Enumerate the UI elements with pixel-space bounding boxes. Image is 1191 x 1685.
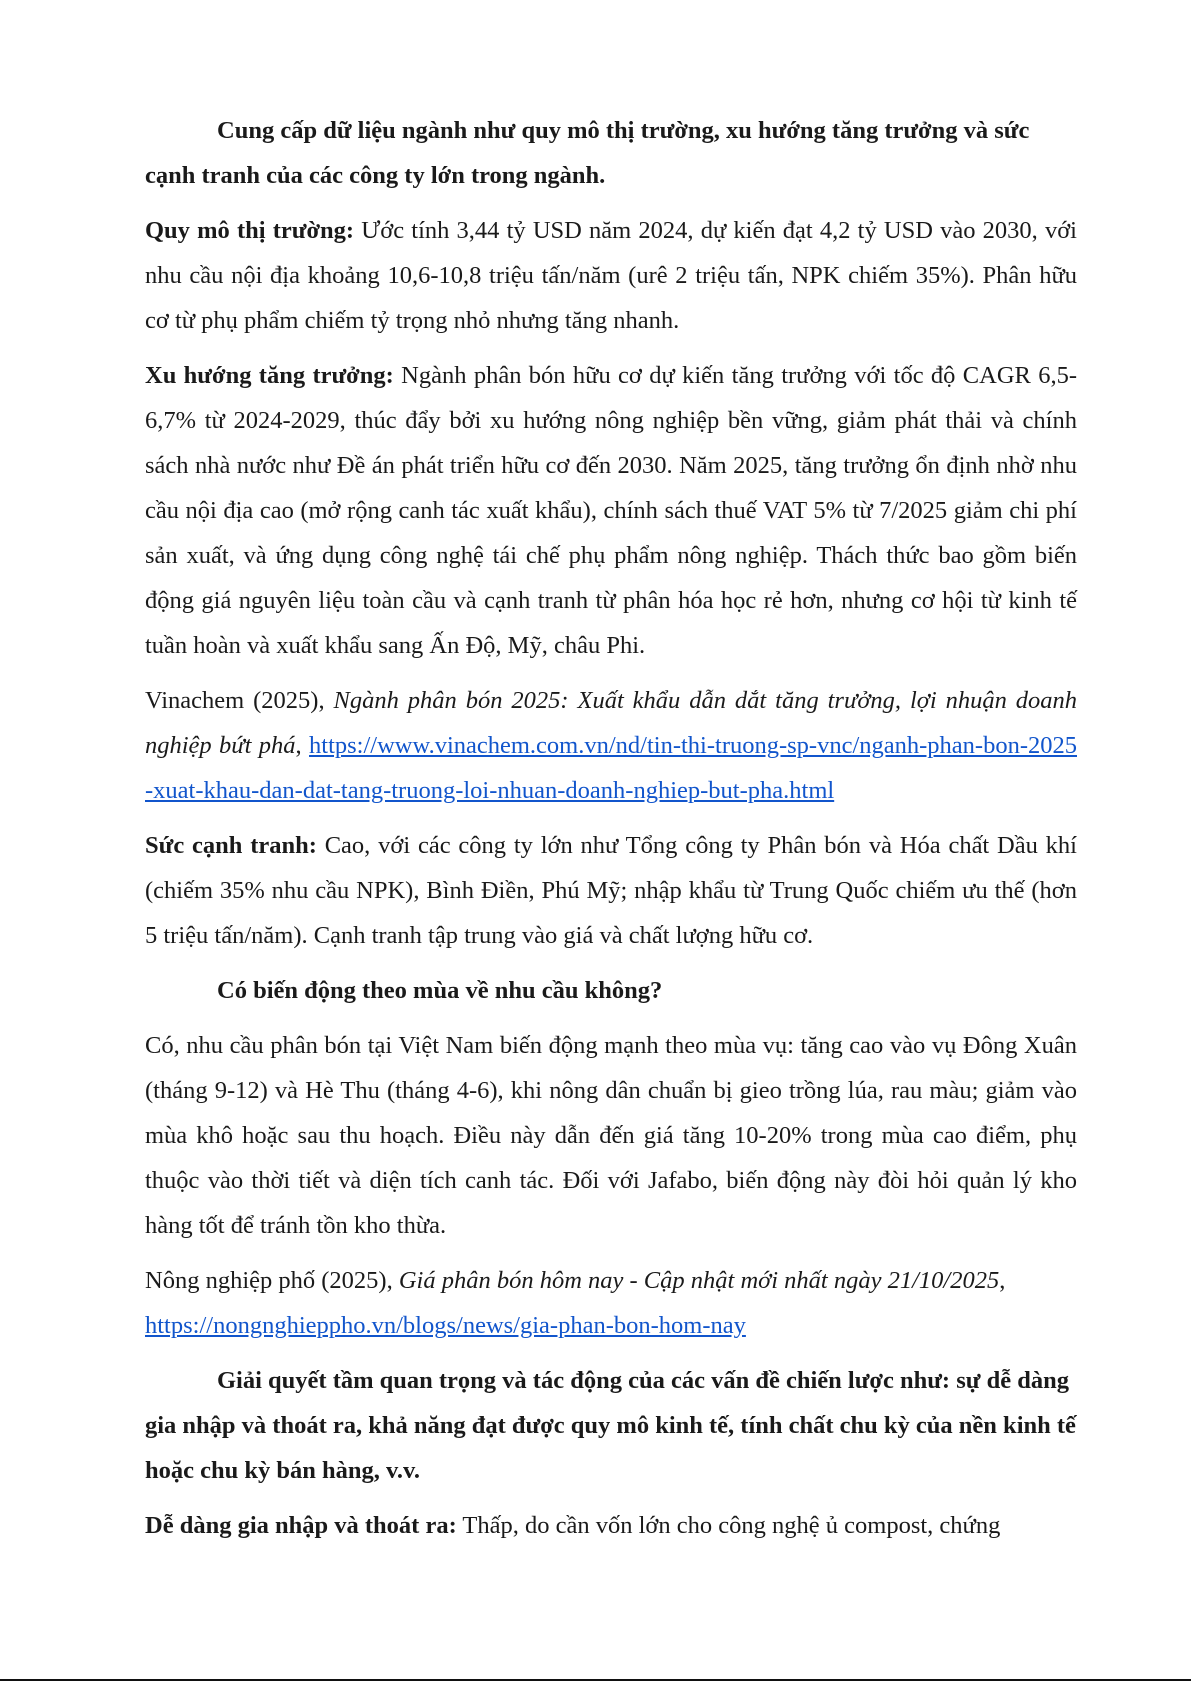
citation-source: Nông nghiệp phố (2025), bbox=[145, 1267, 399, 1294]
paragraph-seasonal: Có, nhu cầu phân bón tại Việt Nam biến động mạnh theo mùa vụ: tăng cao vào vụ Đông Xuân (tháng 9-12) và Hè Thu (tháng 4-6), khi nông dân chuẩn bị gieo trồng lúa, rau màu; giảm vào mùa khô hoặc sau thu hoạch. Điều này dẫn đến giá tăng 10-20% trong mùa cao điểm, phụ thuộc vào thời tiết và diện tích canh tác. Đối với Jafabo, biến động này đòi hỏi quản lý kho hàng tốt để tránh tồn kho thừa. bbox=[145, 1032, 1077, 1239]
growth-trend-text: Ngành phân bón hữu cơ dự kiến tăng trưởng với tốc độ CAGR 6,5-6,7% từ 2024-2029, thúc đẩy bởi xu hướng nông nghiệp bền vững, giảm phát thải và chính sách nhà nước như Đề án phát triển hữu cơ đến 2030. Năm 2025, tăng trưởng ổn định nhờ nhu cầu nội địa cao (mở rộng canh tác xuất khẩu), chính sách thuế VAT 5% từ 7/2025 giảm chi phí sản xuất, và ứng dụng công nghệ tái chế phụ phẩm nông nghiệp. Thách thức bao gồm biến động giá nguyên liệu toàn cầu và cạnh tranh từ phân hóa học rẻ hơn, nhưng cơ hội từ kinh tế tuần hoàn và xuất khẩu sang Ấn Độ, Mỹ, châu Phi. bbox=[145, 362, 1077, 659]
citation-source: Vinachem (2025), bbox=[145, 687, 334, 714]
entry-exit-label: Dễ dàng gia nhập và thoát ra: bbox=[145, 1512, 457, 1539]
competition-text: Cao, với các công ty lớn như Tổng công ty Phân bón và Hóa chất Dầu khí (chiếm 35% nhu cầu NPK), Bình Điền, Phú Mỹ; nhập khẩu từ Trung Quốc chiếm ưu thế (hơn 5 triệu tấn/năm). Cạnh tranh tập trung vào giá và chất lượng hữu cơ. bbox=[145, 832, 1077, 949]
growth-trend-label: Xu hướng tăng trưởng: bbox=[145, 362, 394, 389]
paragraph-market-size bbox=[145, 208, 1077, 343]
paragraph-competition bbox=[145, 823, 1077, 958]
market-size-label: Quy mô thị trường: bbox=[145, 217, 355, 244]
competition-label: Sức cạnh tranh: bbox=[145, 832, 317, 859]
paragraph-growth-trend bbox=[145, 353, 1077, 668]
entry-exit-text: Thấp, do cần vốn lớn cho công nghệ ủ compost, chứng bbox=[456, 1512, 1001, 1539]
citation-link[interactable]: https://nongnghieppho.vn/blogs/news/gia-phan-bon-hom-nay bbox=[145, 1312, 746, 1339]
section-heading-seasonal: Có biến động theo mùa về nhu cầu không? bbox=[217, 977, 663, 1004]
citation-separator: , bbox=[295, 732, 310, 759]
citation-nongnghieppho bbox=[145, 1258, 1077, 1348]
citation-title: Giá phân bón hôm nay - Cập nhật mới nhất ngày 21/10/2025 bbox=[398, 1267, 1000, 1294]
citation-title: Ngành phân bón 2025: Xuất khẩu dẫn dắt tăng trưởng, lợi nhuận doanh nghiệp bứt phá bbox=[145, 687, 1077, 759]
citation-separator: , bbox=[999, 1267, 1006, 1294]
section-heading-strategic-issues: Giải quyết tầm quan trọng và tác động của các vấn đề chiến lược như: sự dễ dàng gia nhập và thoát ra, khả năng đạt được quy mô kinh tế, tính chất chu kỳ của nền kinh tế hoặc chu kỳ bán hàng, v.v. bbox=[145, 1367, 1076, 1484]
citation-vinachem bbox=[145, 678, 1077, 813]
document-page bbox=[145, 108, 1077, 1558]
market-size-text: Ước tính 3,44 tỷ USD năm 2024, dự kiến đạt 4,2 tỷ USD vào 2030, với nhu cầu nội địa khoảng 10,6-10,8 triệu tấn/năm (urê 2 triệu tấn, NPK chiếm 35%). Phân hữu cơ từ phụ phẩm chiếm tỷ trọng nhỏ nhưng tăng nhanh. bbox=[145, 217, 1077, 334]
section-heading-industry-data: Cung cấp dữ liệu ngành như quy mô thị trường, xu hướng tăng trưởng và sức cạnh tranh của các công ty lớn trong ngành. bbox=[145, 117, 1030, 189]
page-bottom-border bbox=[0, 1679, 1191, 1681]
citation-link[interactable]: https://www.vinachem.com.vn/nd/tin-thi-truong-sp-vnc/nganh-phan-bon-2025-xuat-khau-dan-dat-tang-truong-loi-nhuan-doanh-nghiep-but-pha.html bbox=[145, 732, 1077, 804]
paragraph-entry-exit bbox=[145, 1503, 1077, 1548]
